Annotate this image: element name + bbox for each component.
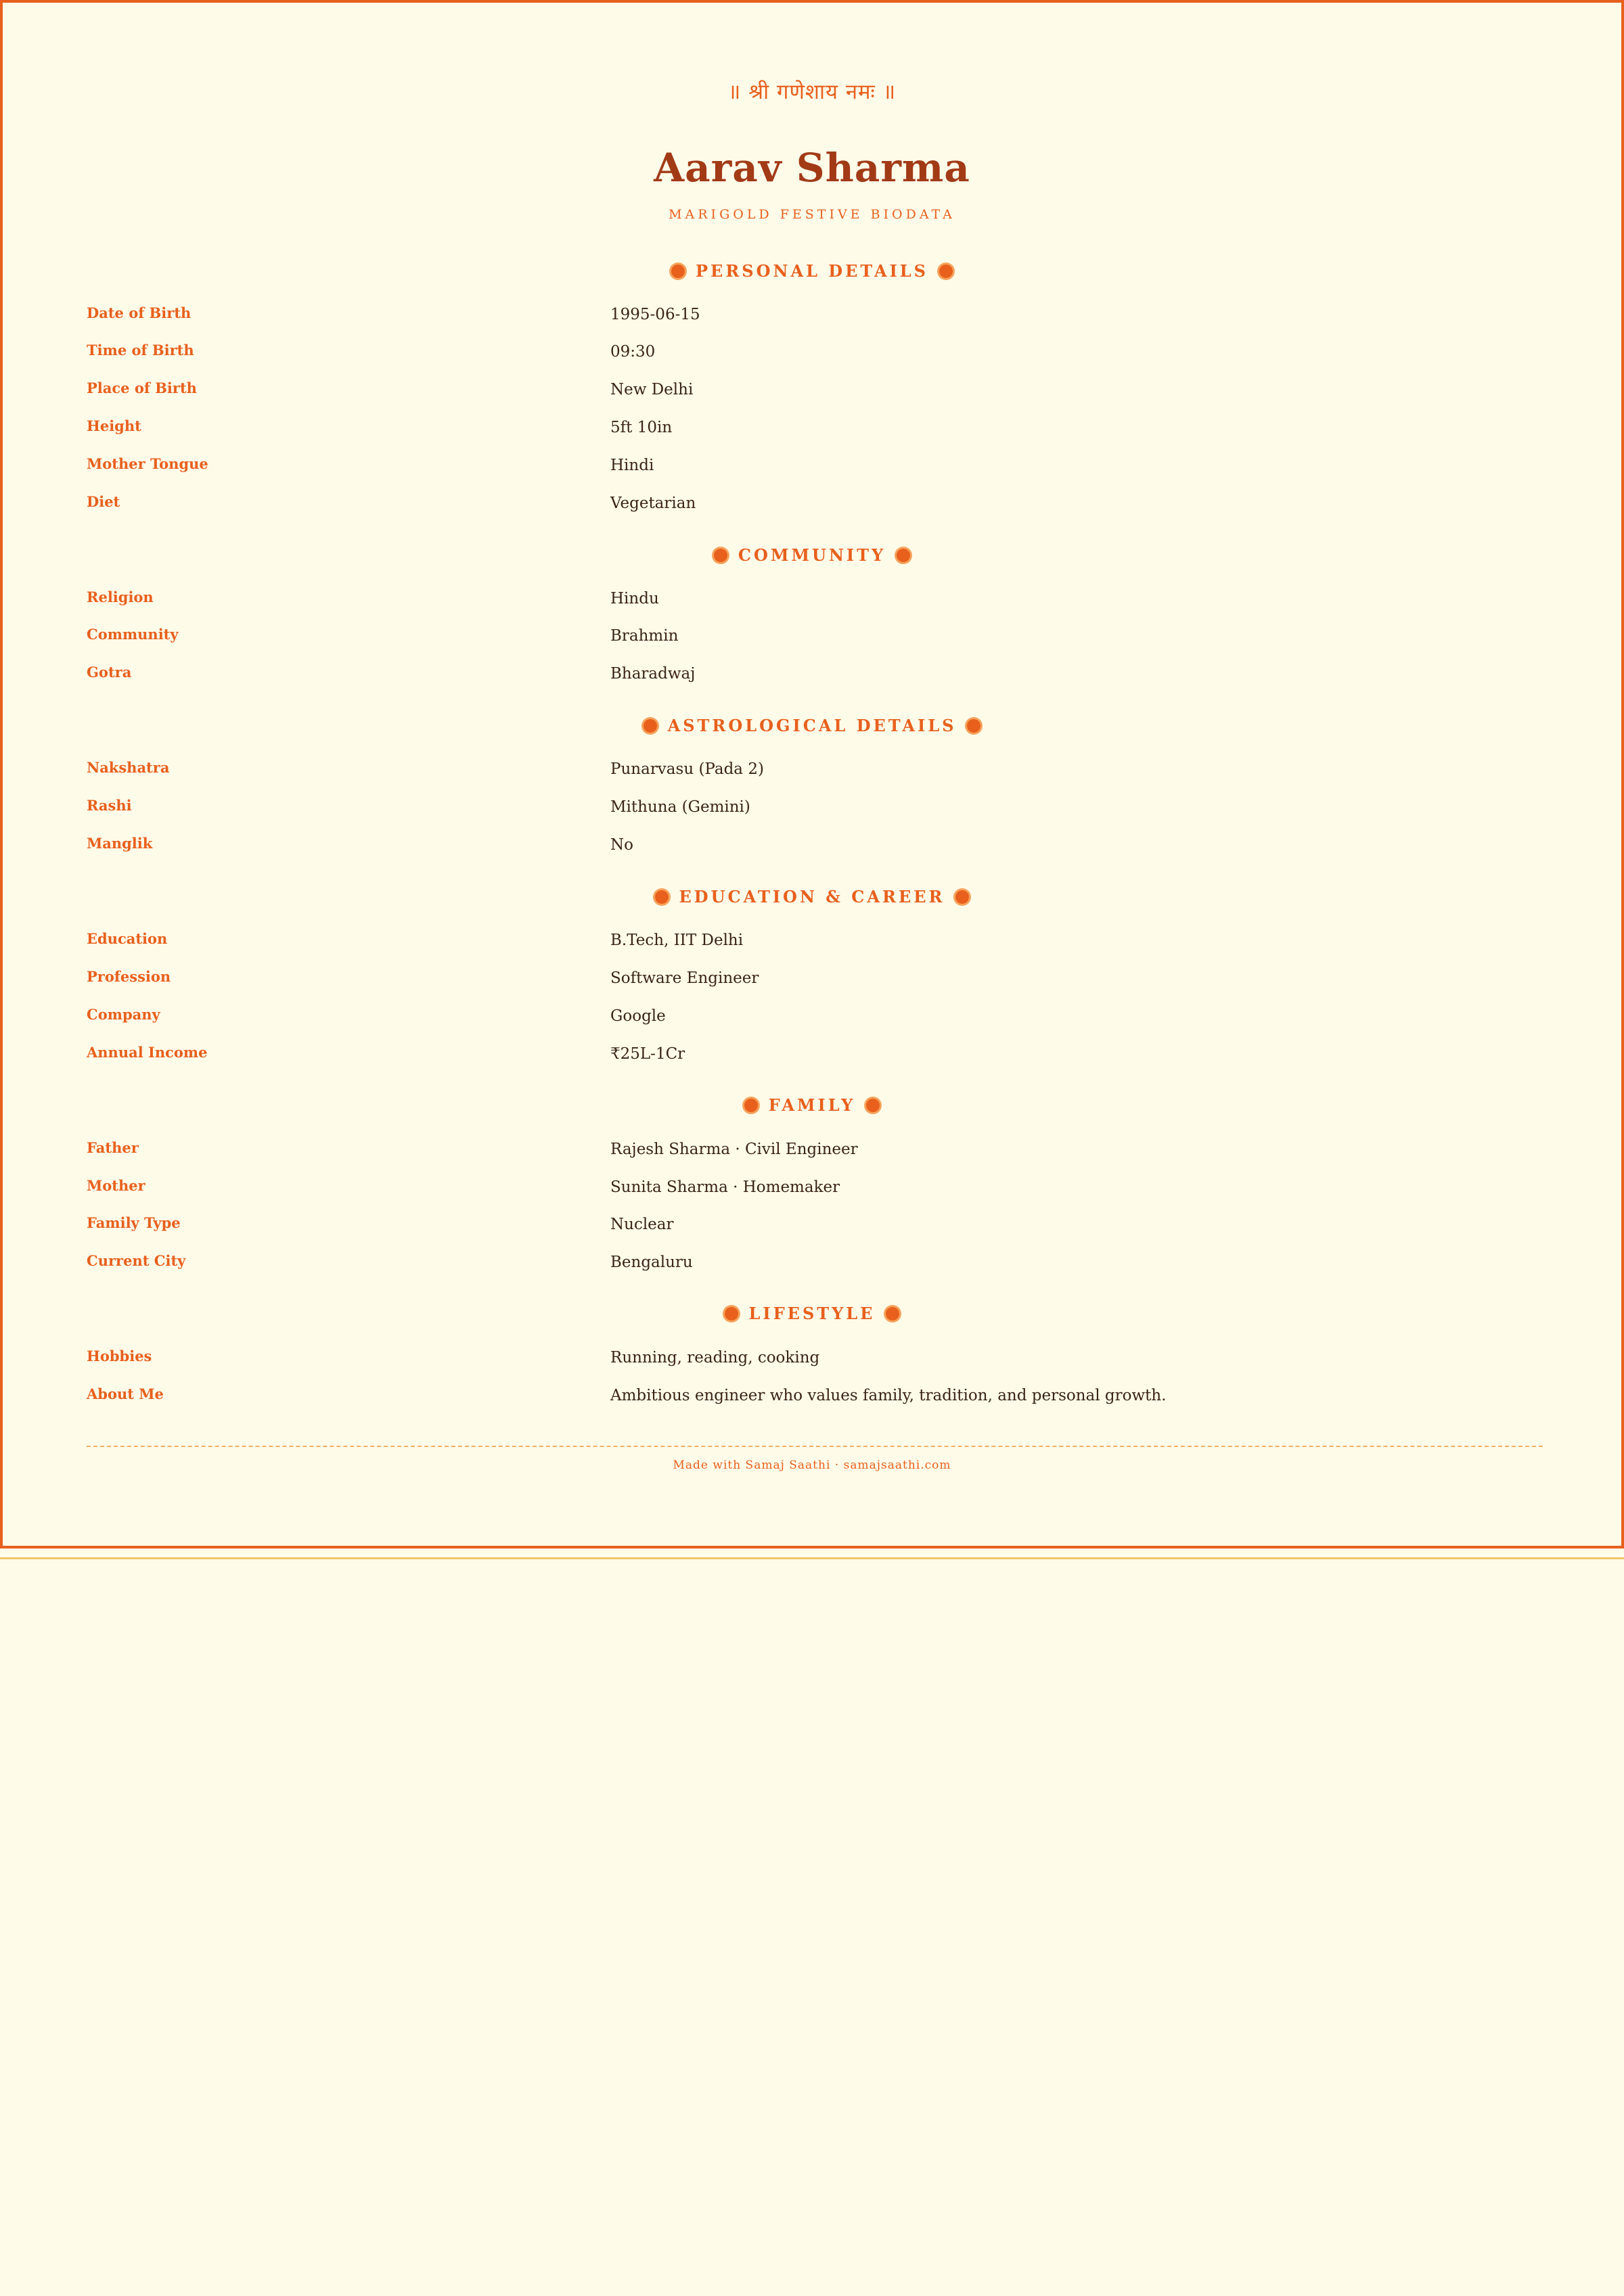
field-label-gotra: Gotra — [87, 664, 132, 681]
section-heading-community — [3, 545, 1621, 565]
field-label-mother: Mother — [87, 1177, 145, 1194]
field-value-place-of-birth: New Delhi — [610, 381, 694, 398]
section-heading-education — [3, 887, 1621, 906]
field-label-rashi: Rashi — [87, 797, 132, 814]
field-value-about-me: Ambitious engineer who values family, tradition, and personal growth. — [610, 1387, 1167, 1404]
field-value-community: Brahmin — [610, 627, 679, 645]
field-label-education: Education — [87, 930, 168, 947]
marigold-icon — [886, 1307, 899, 1321]
section-heading-astrological — [3, 716, 1621, 735]
marigold-icon — [967, 719, 980, 733]
field-value-mother: Sunita Sharma · Homemaker — [610, 1178, 840, 1196]
marigold-icon — [671, 265, 685, 278]
field-value-hobbies: Running, reading, cooking — [610, 1349, 820, 1367]
field-value-religion: Hindu — [610, 590, 659, 607]
field-value-profession: Software Engineer — [610, 969, 759, 987]
marigold-icon — [655, 890, 669, 904]
section-title-lifestyle: LIFESTYLE — [748, 1304, 876, 1323]
field-label-profession: Profession — [87, 968, 171, 985]
field-label-annual-income: Annual Income — [87, 1044, 208, 1061]
section-title-community: COMMUNITY — [738, 545, 886, 565]
field-value-height: 5ft 10in — [610, 419, 673, 436]
marigold-icon — [725, 1307, 738, 1321]
section-heading-family — [3, 1095, 1621, 1115]
marigold-icon — [939, 265, 953, 278]
field-value-nakshatra: Punarvasu (Pada 2) — [610, 760, 764, 778]
field-value-time-of-birth: 09:30 — [610, 343, 656, 361]
biodata-subtitle: MARIGOLD FESTIVE BIODATA — [669, 207, 955, 222]
invocation-text: ॥ श्री गणेशाय नमः ॥ — [727, 80, 897, 104]
field-value-family-type: Nuclear — [610, 1216, 674, 1233]
field-label-company: Company — [87, 1006, 160, 1023]
field-value-date-of-birth: 1995-06-15 — [610, 306, 700, 323]
section-title-family: FAMILY — [768, 1095, 856, 1115]
field-label-place-of-birth: Place of Birth — [87, 380, 197, 396]
field-label-mother-tongue: Mother Tongue — [87, 455, 208, 472]
field-label-community: Community — [87, 626, 179, 643]
section-title-personal: PERSONAL DETAILS — [695, 261, 929, 281]
field-label-current-city: Current City — [87, 1252, 186, 1269]
field-value-education: B.Tech, IIT Delhi — [610, 932, 744, 949]
field-value-rashi: Mithuna (Gemini) — [610, 798, 750, 816]
field-value-annual-income: ₹25L-1Cr — [610, 1045, 685, 1063]
field-value-mother-tongue: Hindi — [610, 457, 654, 474]
marigold-icon — [644, 719, 657, 733]
footer-divider — [87, 1446, 1543, 1447]
field-label-family-type: Family Type — [87, 1214, 181, 1231]
page-edge-line — [0, 1557, 1624, 1559]
marigold-icon — [897, 549, 910, 562]
field-label-religion: Religion — [87, 589, 154, 605]
field-value-father: Rajesh Sharma · Civil Engineer — [610, 1141, 858, 1158]
section-heading-personal — [3, 261, 1621, 281]
marigold-icon — [866, 1099, 880, 1112]
field-label-time-of-birth: Time of Birth — [87, 342, 194, 359]
marigold-icon — [714, 549, 727, 562]
field-label-hobbies: Hobbies — [87, 1348, 152, 1364]
candidate-name: Aarav Sharma — [654, 145, 970, 191]
section-title-education: EDUCATION & CAREER — [679, 887, 945, 906]
footer-credit: Made with Samaj Saathi · samajsaathi.com — [673, 1459, 951, 1472]
field-label-manglik: Manglik — [87, 835, 153, 852]
field-label-nakshatra: Nakshatra — [87, 759, 170, 776]
field-label-height: Height — [87, 417, 141, 434]
field-label-date-of-birth: Date of Birth — [87, 304, 191, 321]
field-label-about-me: About Me — [87, 1385, 164, 1402]
field-value-manglik: No — [610, 836, 633, 854]
marigold-icon — [744, 1099, 758, 1112]
field-value-company: Google — [610, 1007, 666, 1025]
field-value-current-city: Bengaluru — [610, 1254, 693, 1271]
marigold-icon — [955, 890, 969, 904]
section-heading-lifestyle — [3, 1304, 1621, 1323]
section-title-astrological: ASTROLOGICAL DETAILS — [667, 716, 957, 735]
field-value-gotra: Bharadwaj — [610, 665, 696, 683]
field-label-diet: Diet — [87, 493, 120, 510]
field-value-diet: Vegetarian — [610, 495, 696, 512]
field-label-father: Father — [87, 1139, 139, 1156]
